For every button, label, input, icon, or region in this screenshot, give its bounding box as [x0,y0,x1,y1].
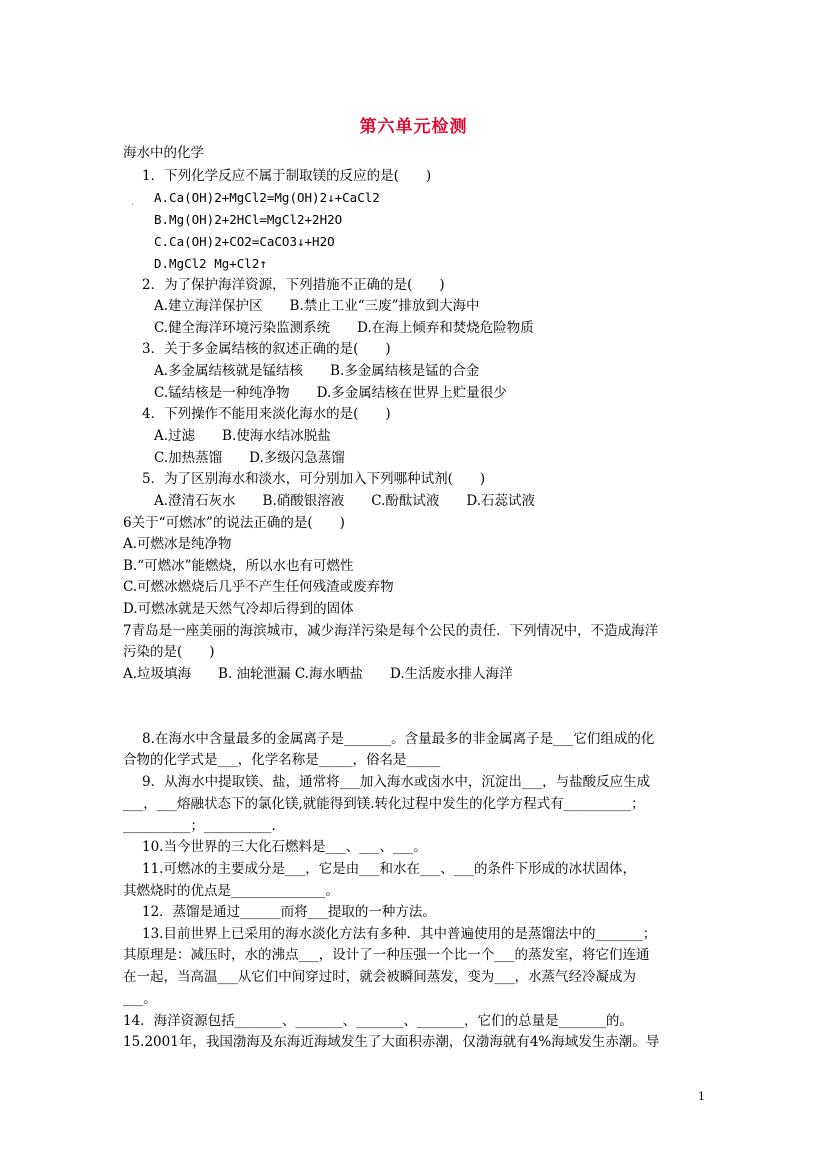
question-9-cont2: __________；__________. [123,818,276,834]
page-title: 第六单元检测 [359,117,468,137]
q4-options-ab: A.过滤 B.使海水结冰脱盐 [154,428,331,444]
q1-option-b: B.Mg(OH)2+2HCl=MgCl2+2H2O [154,212,343,227]
margin-dot: . [131,197,135,208]
q1-option-d: D.MgCl2 Mg+Cl2↑ [154,256,267,271]
question-3: 3．关于多金属结核的叙述正确的是( ) [142,341,391,357]
q6-option-d: D.可燃冰就是天然气冷却后得到的固体 [123,601,354,617]
question-11: 11.可燃冰的主要成分是___，它是由___和水在___、___的条件下形成的冰状固体， [142,861,636,877]
q7-options: A.垃圾填海 B. 油轮泄漏 C.海水晒盐 D.生活废水排人海洋 [123,666,513,682]
q2-options-cd: C.健全海洋环境污染监测系统 D.在海上倾弃和焚烧危险物质 [154,320,534,336]
question-5: 5．为了区别海水和淡水，可分别加入下列哪种试剂( ) [142,471,486,487]
question-9-cont: ___，___熔融状态下的氯化镁,就能得到镁.转化过程中发生的化学方程式有__________； [123,796,645,812]
q3-options-cd: C.锰结核是一种纯净物 D.多金属结核在世界上贮量很少 [154,385,507,401]
question-13-cont3: ___。 [123,991,157,1007]
q6-option-b: B.“可燃冰”能燃烧，所以水也有可燃性 [123,558,354,574]
question-10: 10.当今世界的三大化石燃料是___、___、___。 [142,839,427,855]
section-heading: 海水中的化学 [123,145,204,161]
q1-option-c: C.Ca(OH)2+CO2=CaCO3↓+H2O [154,234,335,249]
question-4: 4．下列操作不能用来淡化海水的是( ) [142,406,391,422]
question-13: 13.目前世界上已采用的海水淡化方法有多种．其中普遍使用的是蒸馏法中的_______； [142,926,657,942]
q6-option-c: C.可燃冰燃烧后几乎不产生任何残渣或废弃物 [123,579,394,595]
q4-options-cd: C.加热蒸馏 D.多级闪急蒸馏 [154,450,345,466]
question-12: 12．蒸馏是通过______而将___提取的一种方法。 [142,904,436,920]
question-7: 7青岛是一座美丽的海滨城市，减少海洋污染是每个公民的责任．下列情况中，不造成海洋 [123,623,659,639]
q5-options: A.澄清石灰水 B.硝酸银溶液 C.酚酞试液 D.石蕊试液 [154,493,536,509]
q3-options-ab: A.多金属结核就是锰结核 B.多金属结核是锰的合金 [154,363,480,379]
question-8-cont: 合物的化学式是___，化学名称是_____，俗名是_____ [123,752,441,768]
question-11-cont: 其燃烧时的优点是______________。 [123,883,339,899]
q2-options-ab: A.建立海洋保护区 B.禁止工业“三废”排放到大海中 [154,298,480,314]
question-6: 6关于“可燃冰”的说法正确的是( ) [123,515,345,531]
page-number: 1 [698,1090,705,1103]
question-13-cont: 其原理是：减压时，水的沸点___，设计了一种压强一个比一个___的蒸发室，将它们连通 [123,947,650,963]
question-7-cont: 污染的是( ) [123,644,215,660]
question-2: 2．为了保护海洋资源，下列措施不正确的是( ) [142,277,445,293]
question-9: 9．从海水中提取镁、盐，通常将___加入海水或卤水中，沉淀出___，与盐酸反应生成 [142,774,651,790]
q1-option-a: A.Ca(OH)2+MgCl2=Mg(OH)2↓+CaCl2 [154,190,380,205]
q6-option-a: A.可燃冰是纯净物 [123,536,232,552]
question-8: 8.在海水中含量最多的金属离子是_______。含量最多的非金属离子是___它们组成的化 [142,731,655,747]
question-13-cont2: 在一起，当高温___从它们中间穿过时，就会被瞬间蒸发，变为___，水蒸气经冷凝成为 [123,969,636,985]
question-1: 1．下列化学反应不属于制取镁的反应的是( ) [142,168,432,184]
question-14: 14．海洋资源包括_______、_______、_______、_______，它们的总量是_______的。 [123,1013,633,1029]
question-15: 15.2001年，我国渤海及东海近海域发生了大面积赤潮，仅渤海就有4%海域发生赤潮。导 [123,1034,660,1050]
